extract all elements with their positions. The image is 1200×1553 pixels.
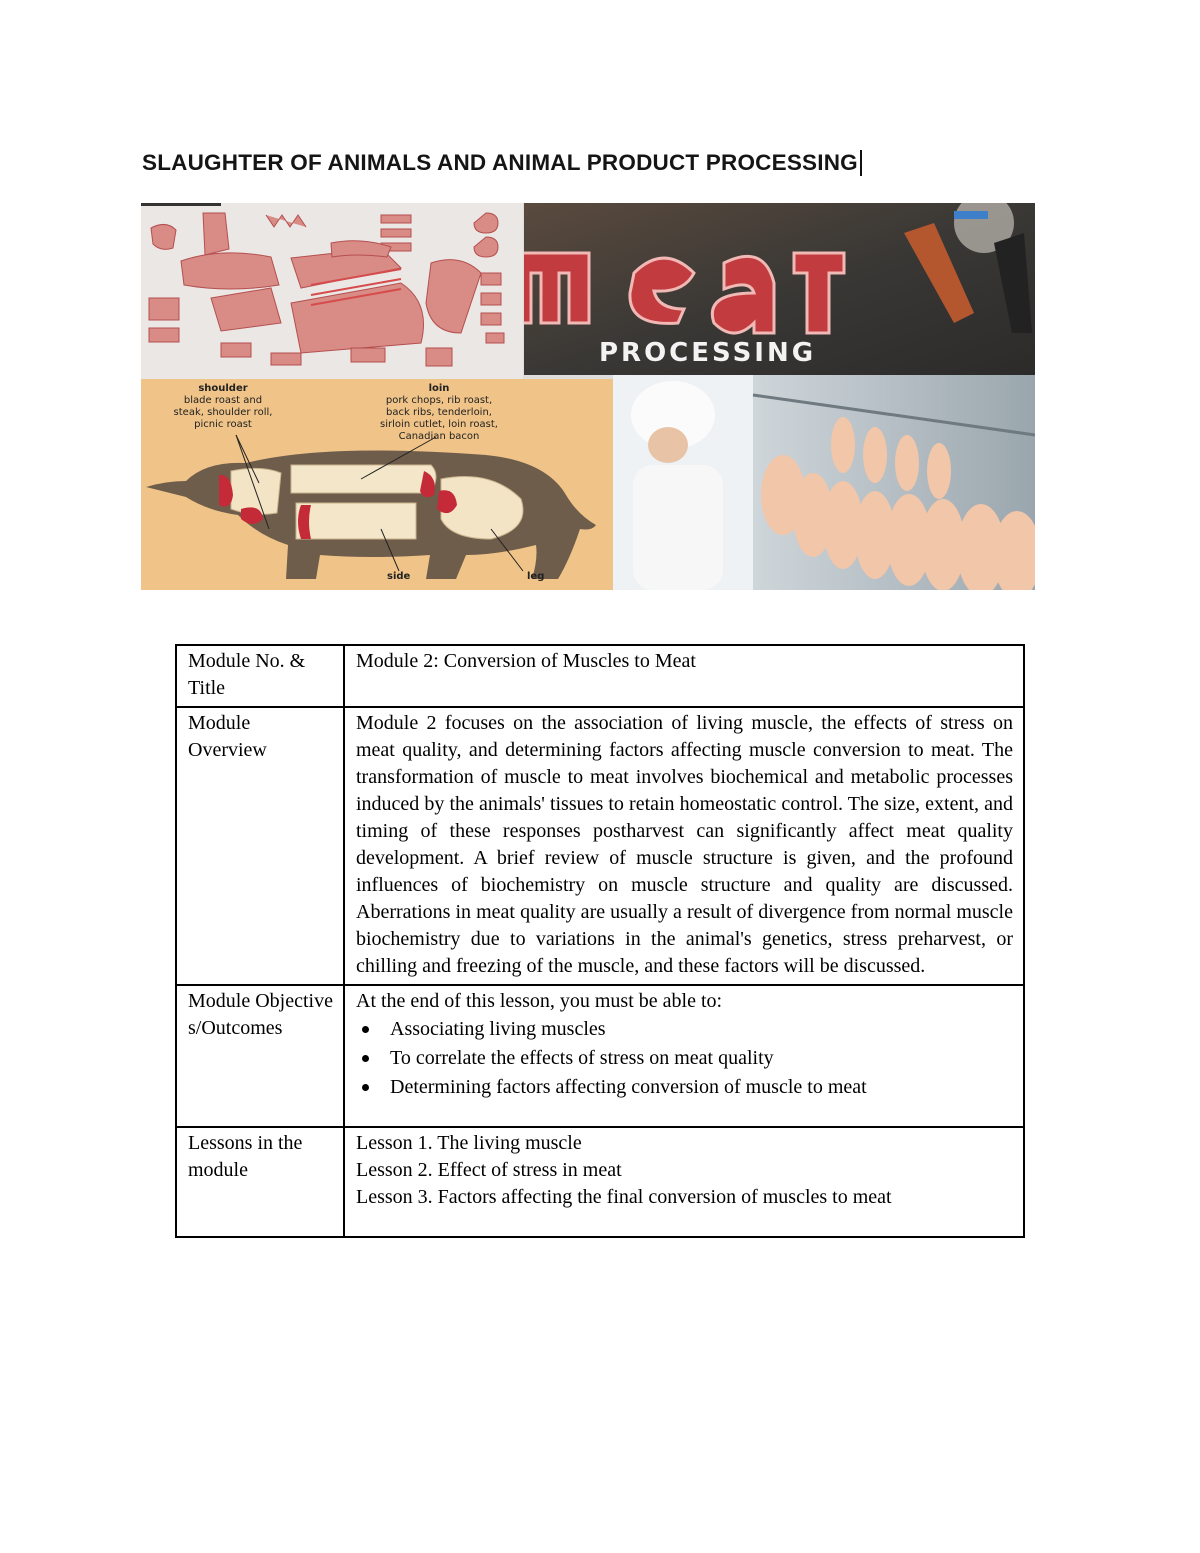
- table-row: [176, 645, 1024, 707]
- lessons-cell: [344, 1127, 1024, 1237]
- module-title-value: Module 2: Conversion of Muscles to Meat: [344, 645, 1024, 707]
- pork-cuts-photo: [141, 203, 523, 379]
- shoulder-label: shoulder blade roast and steak, shoulder roll, picnic roast: [173, 383, 273, 430]
- leg-label: leg: [527, 571, 545, 582]
- module-info-table: [175, 644, 1025, 1238]
- factory-line-illustration: [613, 375, 1035, 590]
- row-label-module-overview: Module Overview: [176, 707, 344, 985]
- header-image-collage: [141, 203, 1035, 590]
- pig-cuts-diagram: [141, 379, 613, 590]
- loin-label: loin pork chops, rib roast, back ribs, tenderloin, sirloin cutlet, loin roast, Canadian bacon: [380, 383, 498, 442]
- meat-processing-banner: [524, 203, 1035, 375]
- table-row: [176, 1127, 1024, 1237]
- list-item: Determining factors affecting conversion of muscle to meat: [356, 1073, 1013, 1102]
- poultry-processing-photo: [613, 375, 1035, 590]
- lesson-item: Lesson 1. The living muscle: [356, 1132, 582, 1154]
- processing-text: PROCESSING: [599, 338, 817, 368]
- module-objectives-cell: [344, 985, 1024, 1127]
- row-label-module-objectives: Module Objectives/Outcomes: [176, 985, 344, 1127]
- lesson-item: Lesson 3. Factors affecting the final conversion of muscles to meat: [356, 1186, 892, 1208]
- table-row: [176, 985, 1024, 1127]
- document-title: SLAUGHTER OF ANIMALS AND ANIMAL PRODUCT PROCESSING: [142, 150, 862, 176]
- module-overview-text: Module 2 focuses on the association of living muscle, the effects of stress on meat quality, and determining factors affecting muscle conversion to meat. The transformation of muscle to meat involves biochemical and metabolic processes induced by the animals' tissues to retain homeostatic control. The size, extent, and timing of these responses postharvest can significantly affect meat quality development. A brief review of muscle structure is given, and the profound influences of biochemistry on muscle structure and quality are discussed. Aberrations in meat quality are usually a result of divergence from normal muscle biochemistry due to variations in the animal's genetics, stress preharvest, or chilling and freezing of the muscle, and these factors will be discussed.: [344, 707, 1024, 985]
- table-row: [176, 707, 1024, 985]
- lesson-item: Lesson 2. Effect of stress in meat: [356, 1159, 622, 1181]
- list-item: Associating living muscles: [356, 1015, 1013, 1044]
- objectives-intro: At the end of this lesson, you must be able to:: [356, 990, 723, 1012]
- objectives-list: [356, 1015, 1013, 1102]
- list-item: To correlate the effects of stress on meat quality: [356, 1044, 1013, 1073]
- row-label-module-title: Module No. & Title: [176, 645, 344, 707]
- row-label-lessons: Lessons in the module: [176, 1127, 344, 1237]
- pork-cuts-illustration: [141, 203, 523, 379]
- side-label: side: [387, 571, 411, 582]
